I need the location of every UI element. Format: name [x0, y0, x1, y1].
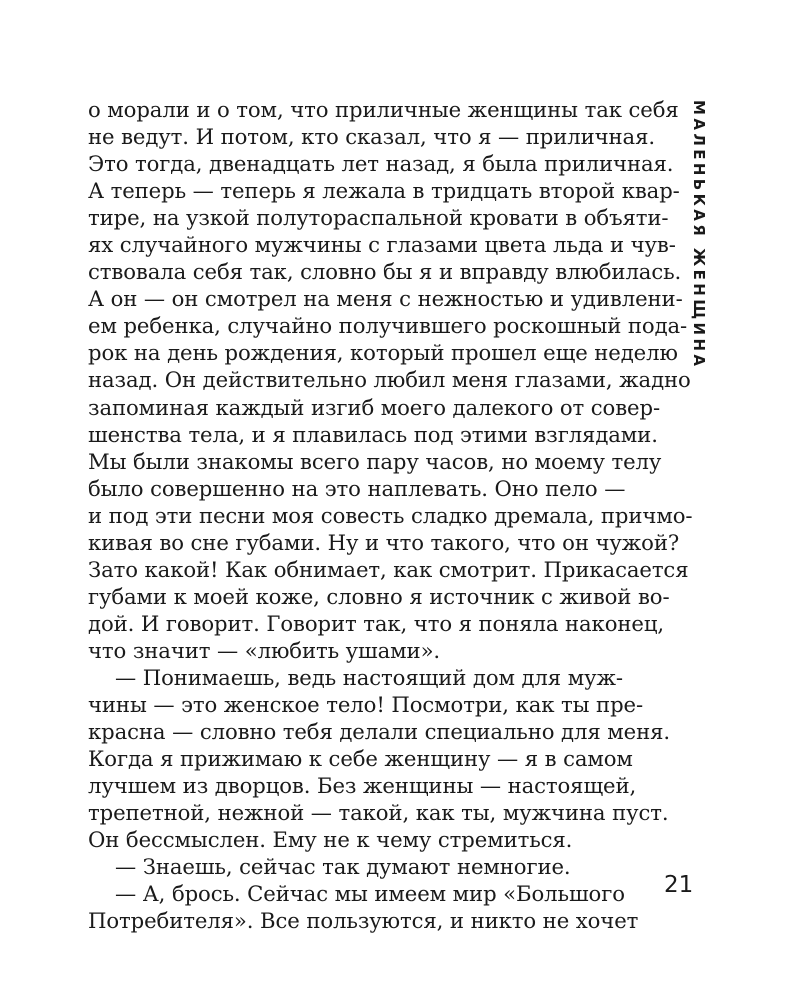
- text-line: А он — он смотрел на меня с нежностью и удивлени-: [88, 286, 683, 312]
- page-number: 21: [664, 872, 694, 898]
- text-line: — А, брось. Сейчас мы имеем мир «Большого: [115, 881, 625, 907]
- text-line: красна — словно тебя делали специально для меня.: [88, 719, 671, 745]
- text-line: — Знаешь, сейчас так думают немногие.: [115, 854, 571, 880]
- text-line: — Понимаешь, ведь настоящий дом для муж-: [115, 664, 623, 690]
- text-line: не ведут. И потом, кто сказал, что я — приличная.: [88, 124, 655, 150]
- text-line: что значит — «любить ушами».: [88, 637, 441, 663]
- text-line: запоминая каждый изгиб моего далекого от совер-: [88, 394, 660, 420]
- text-line: Когда я прижимаю к себе женщину — я в самом: [88, 746, 633, 772]
- text-line: Зато какой! Как обнимает, как смотрит. Прикасается: [88, 556, 689, 582]
- text-line: А теперь — теперь я лежала в тридцать второй квар-: [88, 178, 680, 204]
- text-line: лучшем из дворцов. Без женщины — настоящей,: [88, 773, 637, 799]
- text-line: трепетной, нежной — такой, как ты, мужчина пуст.: [88, 800, 669, 826]
- text-line: назад. Он действительно любил меня глазами, жадно: [88, 367, 691, 393]
- text-line: ем ребенка, случайно получившего роскошный пода-: [88, 313, 688, 339]
- running-head: МАЛЕНЬКАЯ ЖЕНЩИНА: [690, 100, 708, 370]
- text-line: о морали и о том, что приличные женщины так себя: [88, 97, 679, 122]
- text-line: Потребителя». Все пользуются, и никто не хочет: [88, 908, 639, 934]
- text-line: Это тогда, двенадцать лет назад, я была приличная.: [88, 151, 674, 177]
- text-line: ствовала себя так, словно бы я и вправду влюбилась.: [88, 259, 682, 285]
- text-line: было совершенно на это наплевать. Оно пело —: [88, 475, 626, 501]
- text-line: чины — это женское тело! Посмотри, как ты пре-: [88, 692, 644, 718]
- text-line: ях случайного мужчины с глазами цвета льда и чув-: [88, 232, 676, 258]
- text-line: шенства тела, и я плавилась под этими взглядами.: [88, 421, 658, 447]
- text-line: Он бессмыслен. Ему не к чему стремиться.: [88, 827, 573, 853]
- text-line: губами к моей коже, словно я источник с живой во-: [88, 583, 670, 609]
- text-line: тире, на узкой полутораспальной кровати в объяти-: [88, 205, 669, 231]
- text-line: Мы были знакомы всего пару часов, но моему телу: [88, 448, 662, 474]
- text-line: дой. И говорит. Говорит так, что я поняла наконец,: [88, 610, 664, 636]
- text-line: рок на день рождения, который прошел еще неделю: [88, 340, 678, 366]
- text-line: кивая во сне губами. Ну и что такого, что он чужой?: [88, 529, 680, 555]
- text-line: и под эти песни моя совесть сладко дремала, причмо-: [88, 502, 693, 528]
